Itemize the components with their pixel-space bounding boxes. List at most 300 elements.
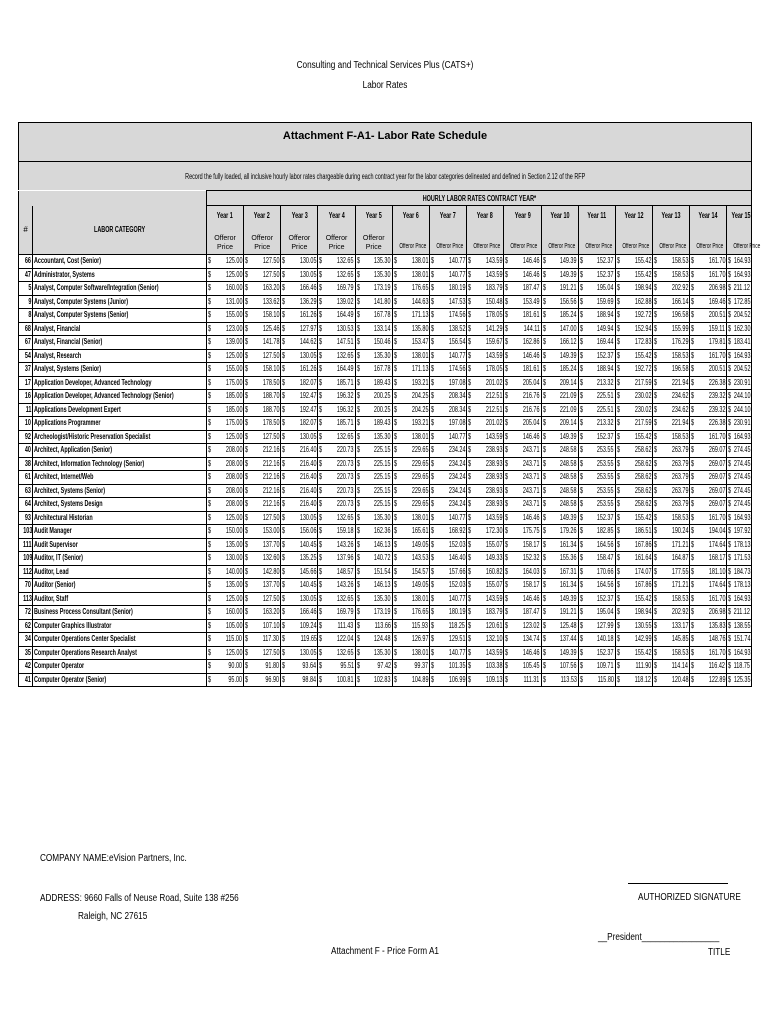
rate-cell <box>318 619 355 633</box>
row-number <box>19 633 33 647</box>
rate-cell <box>355 619 392 633</box>
rate-cell <box>318 484 355 498</box>
rate-cell <box>206 498 243 512</box>
rate-value: 93.64 <box>302 661 317 671</box>
rate-cell <box>653 457 690 471</box>
currency-symbol: $ <box>393 391 397 400</box>
rate-cell <box>690 552 727 566</box>
rate-value: 234.24 <box>448 499 466 509</box>
rate-value: 194.04 <box>708 526 726 536</box>
rate-value: 166.46 <box>299 283 317 293</box>
currency-symbol: $ <box>616 337 620 346</box>
year-header-row <box>19 206 752 221</box>
currency-symbol: $ <box>468 350 472 360</box>
currency-symbol: $ <box>505 404 509 414</box>
offeror-price-label: Offeror Price <box>325 235 348 251</box>
labor-category <box>33 498 207 512</box>
rate-cell <box>690 457 727 471</box>
rate-cell <box>690 579 727 593</box>
row-number-value: 16 <box>25 391 32 401</box>
currency-symbol: $ <box>728 661 732 670</box>
currency-symbol: $ <box>356 377 360 387</box>
table-row <box>19 579 752 593</box>
rate-value: 149.39 <box>560 431 577 441</box>
row-number <box>19 457 33 471</box>
rate-value: 163.20 <box>262 283 280 293</box>
rate-value: 150.48 <box>485 296 503 306</box>
row-number-value: 111 <box>22 539 32 549</box>
rate-cell <box>429 619 466 633</box>
rate-value: 153.49 <box>522 296 540 306</box>
rate-value: 248.58 <box>560 458 577 468</box>
rate-value: 146.46 <box>522 512 540 522</box>
currency-symbol: $ <box>430 472 435 481</box>
currency-symbol: $ <box>542 283 546 292</box>
rate-cell <box>206 660 243 674</box>
rate-cell <box>355 606 392 620</box>
currency-symbol: $ <box>430 445 435 454</box>
currency-symbol: $ <box>468 593 472 603</box>
rate-value: 130.55 <box>634 620 652 630</box>
currency-symbol: $ <box>579 404 583 414</box>
currency-symbol: $ <box>728 580 732 589</box>
offeror-price-label: Offeror Price <box>696 243 724 250</box>
currency-symbol: $ <box>430 512 435 522</box>
labor-category <box>33 646 207 660</box>
rate-cell <box>690 363 727 377</box>
currency-symbol: $ <box>468 526 472 535</box>
labor-category <box>33 511 207 525</box>
currency-symbol: $ <box>691 566 695 576</box>
currency-symbol: $ <box>654 377 658 387</box>
rate-cell <box>355 579 392 593</box>
rate-value: 198.94 <box>634 283 652 293</box>
rate-cell <box>206 363 243 377</box>
currency-symbol: $ <box>245 512 249 522</box>
rate-value: 137.70 <box>262 580 280 590</box>
rate-cell <box>727 592 752 606</box>
row-number <box>19 646 33 660</box>
rate-value: 164.49 <box>337 310 354 320</box>
currency-symbol: $ <box>356 458 360 468</box>
rate-value: 208.00 <box>225 445 243 455</box>
rate-value: 206.98 <box>708 607 726 617</box>
rate-value: 234.24 <box>448 472 466 482</box>
rate-cell <box>690 376 727 390</box>
rate-value: 216.40 <box>299 458 317 468</box>
currency-symbol: $ <box>579 553 583 562</box>
rate-cell <box>615 309 652 323</box>
currency-symbol: $ <box>356 404 360 414</box>
rate-cell <box>541 363 578 377</box>
rate-cell <box>281 349 318 363</box>
rate-value: 229.65 <box>411 458 428 468</box>
rate-value: 164.93 <box>733 350 750 360</box>
rate-value: 137.44 <box>560 634 577 644</box>
rate-cell <box>727 403 752 417</box>
rate-value: 161.34 <box>560 580 577 590</box>
rate-cell <box>392 255 429 269</box>
currency-symbol: $ <box>245 310 249 319</box>
rate-value: 149.39 <box>560 256 577 266</box>
rate-cell <box>615 268 652 282</box>
currency-symbol: $ <box>579 269 583 279</box>
rate-value: 135.30 <box>374 350 391 360</box>
currency-symbol: $ <box>468 512 472 522</box>
currency-symbol: $ <box>207 296 211 306</box>
rate-value: 216.76 <box>522 391 540 401</box>
rate-cell <box>541 282 578 296</box>
rate-value: 135.00 <box>225 580 243 590</box>
currency-symbol: $ <box>430 607 435 616</box>
rate-value: 134.74 <box>522 634 540 644</box>
currency-symbol: $ <box>245 445 249 454</box>
labor-category-label: Analyst, Systems (Senior) <box>34 364 102 374</box>
currency-symbol: $ <box>468 634 472 643</box>
rate-cell <box>653 430 690 444</box>
rate-cell <box>467 511 504 525</box>
rate-value: 161.70 <box>708 431 726 441</box>
currency-symbol: $ <box>505 431 509 441</box>
currency-symbol: $ <box>319 485 323 495</box>
currency-symbol: $ <box>245 323 249 333</box>
rate-value: 130.05 <box>299 431 317 441</box>
currency-symbol: $ <box>691 445 695 454</box>
rate-cell <box>281 430 318 444</box>
rate-cell <box>392 282 429 296</box>
rate-value: 208.00 <box>225 458 243 468</box>
rate-value: 192.72 <box>634 310 652 320</box>
rate-value: 125.00 <box>225 647 243 657</box>
rate-value: 184.73 <box>733 566 750 576</box>
rate-cell <box>429 430 466 444</box>
currency-symbol: $ <box>542 310 546 319</box>
currency-symbol: $ <box>282 566 286 576</box>
currency-symbol: $ <box>728 323 732 333</box>
year-label: Year 8 <box>477 211 494 220</box>
rate-cell <box>467 336 504 350</box>
rate-cell <box>206 673 243 687</box>
currency-symbol: $ <box>319 593 323 603</box>
offeror-price-label: Offeror Price <box>547 243 575 250</box>
rate-cell <box>467 592 504 606</box>
offeror-price-header <box>541 220 578 255</box>
currency-symbol: $ <box>356 674 360 684</box>
rate-value: 111.31 <box>523 674 540 684</box>
currency-symbol: $ <box>393 593 397 603</box>
rate-cell <box>504 646 541 660</box>
rate-cell <box>653 565 690 579</box>
rate-cell <box>504 565 541 579</box>
rate-value: 152.37 <box>597 269 614 279</box>
rate-value: 127.50 <box>262 431 280 441</box>
offeror-price-header <box>355 220 392 255</box>
rate-cell <box>429 579 466 593</box>
rate-value: 109.13 <box>485 674 503 684</box>
rate-value: 104.89 <box>411 674 428 684</box>
offeror-price-label: Offeror Price <box>436 243 464 250</box>
rate-value: 234.24 <box>448 485 466 495</box>
rate-value: 161.26 <box>299 310 317 320</box>
offeror-price-label: Offeror Price <box>473 243 501 250</box>
currency-symbol: $ <box>579 674 583 684</box>
currency-symbol: $ <box>505 512 509 522</box>
currency-symbol: $ <box>579 526 583 535</box>
rate-cell <box>318 606 355 620</box>
rate-value: 141.80 <box>374 296 391 306</box>
currency-symbol: $ <box>579 323 583 333</box>
currency-symbol: $ <box>468 391 472 400</box>
rate-value: 130.00 <box>225 553 243 563</box>
rate-value: 158.10 <box>262 364 280 374</box>
offeror-price-header <box>318 220 355 255</box>
rate-cell <box>392 511 429 525</box>
currency-symbol: $ <box>691 580 695 589</box>
rate-value: 204.25 <box>411 404 428 414</box>
rate-cell <box>690 444 727 458</box>
rate-value: 132.10 <box>485 634 503 644</box>
rate-cell <box>318 471 355 485</box>
currency-symbol: $ <box>393 661 397 670</box>
rate-value: 196.58 <box>671 310 689 320</box>
rate-value: 158.47 <box>597 553 614 563</box>
rate-value: 138.52 <box>448 323 466 333</box>
currency-symbol: $ <box>393 620 397 630</box>
row-number <box>19 444 33 458</box>
rate-value: 161.34 <box>560 539 577 549</box>
currency-symbol: $ <box>245 593 249 603</box>
currency-symbol: $ <box>245 485 249 495</box>
rate-value: 103.38 <box>485 661 503 671</box>
rate-cell <box>318 417 355 431</box>
currency-symbol: $ <box>468 377 472 387</box>
currency-symbol: $ <box>505 418 509 427</box>
currency-symbol: $ <box>691 647 695 657</box>
rate-cell <box>690 660 727 674</box>
rate-value: 158.53 <box>671 593 689 603</box>
rate-cell <box>653 268 690 282</box>
rate-cell <box>615 282 652 296</box>
currency-symbol: $ <box>728 296 732 306</box>
currency-symbol: $ <box>616 634 620 643</box>
rate-cell <box>392 295 429 309</box>
table-row <box>19 255 752 269</box>
rate-cell <box>504 282 541 296</box>
rate-cell <box>504 430 541 444</box>
rate-cell <box>355 444 392 458</box>
rate-cell <box>355 525 392 539</box>
currency-symbol: $ <box>468 256 472 265</box>
rate-value: 113.66 <box>374 620 391 630</box>
rate-value: 130.05 <box>299 593 317 603</box>
rate-cell <box>244 579 281 593</box>
table-row <box>19 417 752 431</box>
currency-symbol: $ <box>468 337 472 346</box>
rate-cell <box>504 363 541 377</box>
currency-symbol: $ <box>356 364 360 373</box>
currency-symbol: $ <box>505 337 509 346</box>
currency-symbol: $ <box>728 566 732 576</box>
rate-value: 111.90 <box>635 661 652 671</box>
labor-category-label: Architect, Application (Senior) <box>34 445 113 455</box>
currency-symbol: $ <box>579 377 583 387</box>
rate-value: 140.77 <box>448 269 466 279</box>
rate-cell <box>281 552 318 566</box>
rate-cell <box>281 322 318 336</box>
rate-cell <box>206 633 243 647</box>
rate-cell <box>429 417 466 431</box>
rate-cell <box>281 484 318 498</box>
row-number-value: 17 <box>25 377 32 387</box>
table-row <box>19 349 752 363</box>
currency-symbol: $ <box>393 647 397 657</box>
rate-cell <box>504 457 541 471</box>
rate-cell <box>244 511 281 525</box>
rate-cell <box>467 538 504 552</box>
row-number <box>19 268 33 282</box>
row-number-value: 37 <box>25 364 32 374</box>
currency-symbol: $ <box>319 404 323 414</box>
rate-value: 230.91 <box>733 418 750 428</box>
table-row <box>19 444 752 458</box>
rate-cell <box>727 282 752 296</box>
currency-symbol: $ <box>505 323 509 333</box>
currency-symbol: $ <box>579 593 583 603</box>
row-number-value: 34 <box>25 634 32 644</box>
rate-cell <box>653 498 690 512</box>
offeror-price-label: Offeror Price <box>585 243 612 250</box>
currency-symbol: $ <box>468 607 472 616</box>
rate-value: 212.16 <box>262 485 280 495</box>
currency-symbol: $ <box>393 566 397 576</box>
offeror-price-label: Offeror Price <box>399 243 427 250</box>
currency-symbol: $ <box>245 580 249 589</box>
rate-cell <box>690 633 727 647</box>
rate-cell <box>429 660 466 674</box>
rate-cell <box>541 403 578 417</box>
labor-category-label: Business Process Consultant (Senior) <box>34 607 134 617</box>
rate-cell <box>690 430 727 444</box>
rate-cell <box>206 376 243 390</box>
rate-cell <box>690 295 727 309</box>
rate-value: 129.51 <box>448 634 466 644</box>
rate-value: 188.94 <box>597 364 614 374</box>
rate-cell <box>541 444 578 458</box>
rate-cell <box>504 403 541 417</box>
rate-cell <box>578 376 615 390</box>
rate-value: 201.02 <box>485 377 503 387</box>
rate-value: 162.36 <box>374 526 391 536</box>
rate-value: 176.65 <box>411 283 428 293</box>
currency-symbol: $ <box>505 580 509 589</box>
rate-value: 155.42 <box>634 431 652 441</box>
rate-cell <box>281 619 318 633</box>
rate-cell <box>615 660 652 674</box>
rate-value: 208.34 <box>448 391 466 401</box>
rate-cell <box>615 579 652 593</box>
rate-value: 155.07 <box>485 539 503 549</box>
currency-symbol: $ <box>207 620 211 630</box>
table-row <box>19 538 752 552</box>
rate-cell <box>467 633 504 647</box>
currency-symbol: $ <box>282 323 286 333</box>
rate-value: 101.35 <box>448 661 466 671</box>
currency-symbol: $ <box>505 674 509 684</box>
year-header <box>244 206 281 221</box>
currency-symbol: $ <box>207 539 211 549</box>
rate-value: 225.15 <box>374 445 391 455</box>
rate-cell <box>318 309 355 323</box>
currency-symbol: $ <box>505 256 509 265</box>
currency-symbol: $ <box>654 256 658 265</box>
rate-cell <box>206 579 243 593</box>
rate-cell <box>690 592 727 606</box>
currency-symbol: $ <box>468 404 472 414</box>
labor-rate-sheet <box>18 122 761 687</box>
rate-cell <box>206 322 243 336</box>
rate-cell <box>690 282 727 296</box>
rate-cell <box>541 322 578 336</box>
row-number-value: 62 <box>25 620 32 630</box>
currency-symbol: $ <box>728 269 732 279</box>
rate-cell <box>615 525 652 539</box>
currency-symbol: $ <box>430 499 435 508</box>
rate-value: 238.93 <box>485 499 503 509</box>
currency-symbol: $ <box>542 620 546 630</box>
rate-value: 161.64 <box>634 553 652 563</box>
currency-symbol: $ <box>616 377 620 387</box>
rate-value: 125.00 <box>225 593 243 603</box>
currency-symbol: $ <box>505 364 509 373</box>
rate-value: 100.81 <box>337 674 354 684</box>
rate-cell <box>318 552 355 566</box>
currency-symbol: $ <box>654 418 658 427</box>
currency-symbol: $ <box>579 445 583 454</box>
rate-cell <box>727 552 752 566</box>
rate-cell <box>690 606 727 620</box>
rate-cell <box>429 363 466 377</box>
rate-cell <box>578 282 615 296</box>
rate-cell <box>206 592 243 606</box>
rate-value: 152.37 <box>597 256 614 266</box>
currency-symbol: $ <box>207 364 211 373</box>
rate-value: 171.53 <box>733 553 750 563</box>
rate-value: 202.92 <box>671 607 689 617</box>
rate-value: 155.36 <box>560 553 577 563</box>
rate-cell <box>504 336 541 350</box>
rate-value: 146.46 <box>522 269 540 279</box>
currency-symbol: $ <box>505 377 509 387</box>
currency-symbol: $ <box>245 283 249 292</box>
currency-symbol: $ <box>356 661 360 670</box>
rate-cell <box>541 552 578 566</box>
rate-cell <box>690 498 727 512</box>
rate-value: 146.13 <box>374 539 391 549</box>
currency-symbol: $ <box>393 269 397 279</box>
rate-cell <box>653 295 690 309</box>
rate-value: 229.65 <box>411 445 428 455</box>
rate-value: 123.00 <box>225 323 243 333</box>
rate-cell <box>355 511 392 525</box>
currency-symbol: $ <box>505 539 509 549</box>
rate-cell <box>318 403 355 417</box>
rate-cell <box>578 417 615 431</box>
rate-value: 98.84 <box>302 674 317 684</box>
table-row <box>19 322 752 336</box>
rate-cell <box>541 565 578 579</box>
rate-value: 149.05 <box>411 539 428 549</box>
rate-value: 189.43 <box>374 377 391 387</box>
